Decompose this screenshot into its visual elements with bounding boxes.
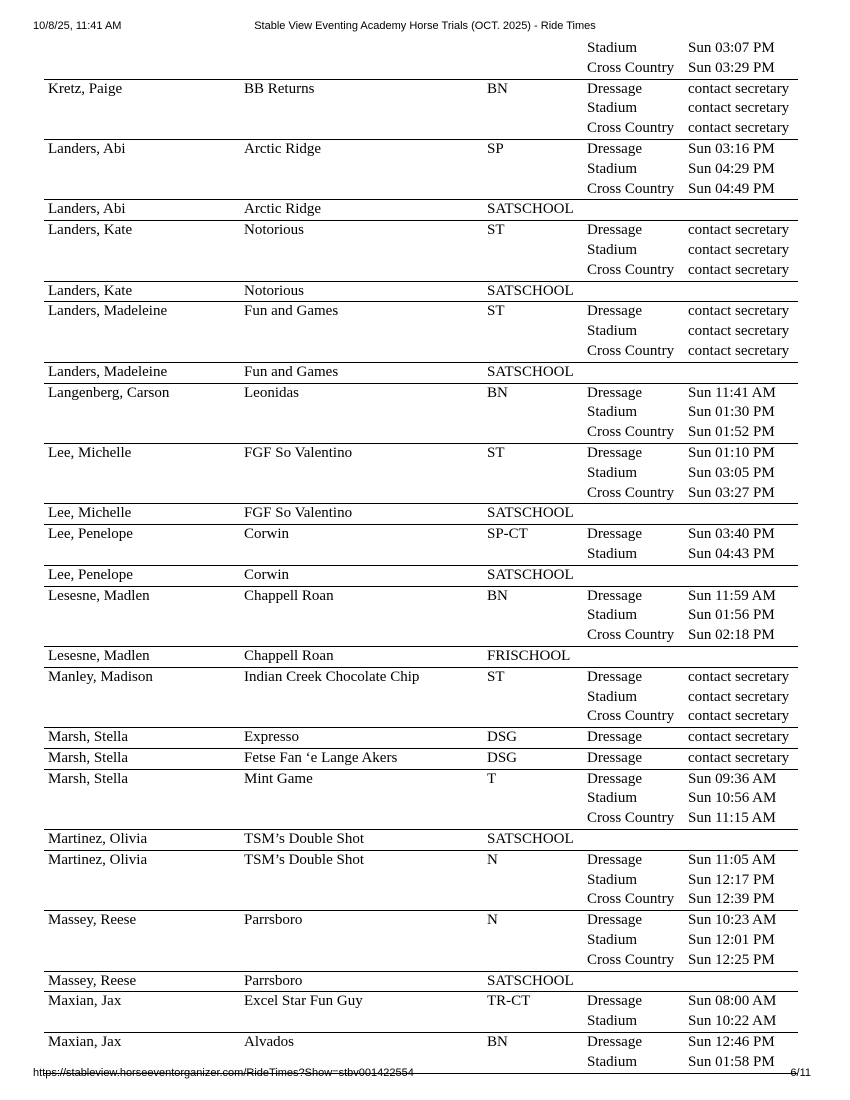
phase-name: Dressage <box>587 587 642 604</box>
phase-name: Cross Country <box>587 261 675 278</box>
ride-times-table <box>44 39 798 1074</box>
ride-time: Sun 11:41 AM <box>688 384 776 401</box>
row-line <box>44 911 798 931</box>
phase-name: Dressage <box>587 1034 642 1051</box>
row-line <box>44 830 798 850</box>
table-row <box>44 668 798 728</box>
table-row <box>44 749 798 770</box>
rider-name: Lee, Michelle <box>48 444 132 461</box>
phase-name: Stadium <box>587 1013 638 1030</box>
ride-time: contact secretary <box>688 323 790 340</box>
row-line <box>44 363 798 383</box>
ride-time: contact secretary <box>688 222 790 239</box>
ride-time: Sun 11:59 AM <box>688 587 776 604</box>
phase-name: Stadium <box>587 790 638 807</box>
division: DSG <box>487 749 518 766</box>
table-row <box>44 587 798 647</box>
ride-time: Sun 01:58 PM <box>688 1053 775 1070</box>
horse-name: Parrsboro <box>244 972 303 989</box>
row-line <box>44 403 798 423</box>
phase-name: Cross Country <box>587 342 675 359</box>
row-line <box>44 504 798 524</box>
table-row <box>44 39 798 80</box>
rider-name: Lee, Penelope <box>48 566 133 583</box>
ride-time: Sun 04:49 PM <box>688 180 775 197</box>
row-line <box>44 749 798 769</box>
ride-time: Sun 12:46 PM <box>688 1034 775 1051</box>
row-line <box>44 525 798 545</box>
phase-name: Cross Country <box>587 891 675 908</box>
phase-name: Dressage <box>587 384 642 401</box>
ride-time: Sun 11:15 AM <box>688 810 776 827</box>
row-line <box>44 221 798 241</box>
horse-name: Fun and Games <box>244 303 339 320</box>
ride-time: Sun 11:05 AM <box>688 851 776 868</box>
row-line <box>44 464 798 484</box>
page-title: Stable View Eventing Academy Horse Trials (OCT. 2025) - Ride Times <box>254 20 596 32</box>
row-line <box>44 871 798 891</box>
row-line <box>44 119 798 139</box>
phase-name: Cross Country <box>587 59 675 76</box>
ride-time: Sun 09:36 AM <box>688 770 777 787</box>
phase-name: Stadium <box>587 871 638 888</box>
rider-name: Martinez, Olivia <box>48 831 148 848</box>
phase-name: Cross Country <box>587 951 675 968</box>
table-row <box>44 728 798 749</box>
ride-time: Sun 10:56 AM <box>688 790 777 807</box>
division: BN <box>487 1034 508 1051</box>
phase-name: Dressage <box>587 993 642 1010</box>
division: SATSCHOOL <box>487 363 574 380</box>
table-row <box>44 302 798 362</box>
phase-name: Stadium <box>587 40 638 56</box>
ride-time: contact secretary <box>688 668 790 685</box>
table-row <box>44 363 798 384</box>
horse-name: Fetse Fan ‘e Lange Akers <box>244 749 398 766</box>
rider-name: Lesesne, Madlen <box>48 647 150 664</box>
division: SATSCHOOL <box>487 201 574 218</box>
ride-time: contact secretary <box>688 708 790 725</box>
division: SATSCHOOL <box>487 282 574 299</box>
division: TR-CT <box>487 993 531 1010</box>
row-line <box>44 302 798 322</box>
row-line <box>44 261 798 281</box>
table-row <box>44 851 798 911</box>
row-line <box>44 484 798 504</box>
row-line <box>44 647 798 667</box>
phase-name: Stadium <box>587 545 638 562</box>
division: SP <box>487 140 504 157</box>
rider-name: Landers, Madeleine <box>48 303 168 320</box>
phase-name: Dressage <box>587 749 642 766</box>
table-row <box>44 992 798 1033</box>
rider-name: Massey, Reese <box>48 912 137 929</box>
phase-name: Stadium <box>587 607 638 624</box>
row-line <box>44 180 798 200</box>
horse-name: Corwin <box>244 526 289 543</box>
division: SP-CT <box>487 526 528 543</box>
horse-name: Fun and Games <box>244 363 339 380</box>
horse-name: FGF So Valentino <box>244 444 353 461</box>
ride-time: Sun 12:17 PM <box>688 871 775 888</box>
phase-name: Cross Country <box>587 424 675 441</box>
row-line <box>44 992 798 1012</box>
ride-time: Sun 03:27 PM <box>688 484 775 501</box>
horse-name: Alvados <box>244 1034 294 1051</box>
ride-time: Sun 10:22 AM <box>688 1013 777 1030</box>
phase-name: Cross Country <box>587 627 675 644</box>
rider-name: Landers, Abi <box>48 201 126 218</box>
row-line <box>44 80 798 100</box>
rider-name: Lee, Penelope <box>48 526 133 543</box>
horse-name: Parrsboro <box>244 912 303 929</box>
division: BN <box>487 587 508 604</box>
ride-time: Sun 01:10 PM <box>688 444 775 461</box>
row-line <box>44 707 798 727</box>
row-line <box>44 545 798 565</box>
ride-time: contact secretary <box>688 749 790 766</box>
division: ST <box>487 444 505 461</box>
rider-name: Landers, Kate <box>48 282 133 299</box>
rider-name: Maxian, Jax <box>48 1034 122 1051</box>
row-line <box>44 384 798 404</box>
row-line <box>44 140 798 160</box>
rider-name: Langenberg, Carson <box>48 384 170 401</box>
horse-name: FGF So Valentino <box>244 505 353 522</box>
ride-time: contact secretary <box>688 100 790 117</box>
phase-name: Stadium <box>587 100 638 117</box>
phase-name: Cross Country <box>587 120 675 137</box>
rider-name: Landers, Abi <box>48 140 126 157</box>
page-url: https://stableview.horseeventorganizer.com/RideTimes?Show=stbv001422554 <box>33 1067 414 1079</box>
ride-time: Sun 04:29 PM <box>688 160 775 177</box>
division: SATSCHOOL <box>487 831 574 848</box>
phase-name: Stadium <box>587 404 638 421</box>
phase-name: Dressage <box>587 526 642 543</box>
phase-name: Cross Country <box>587 484 675 501</box>
rider-name: Lesesne, Madlen <box>48 587 150 604</box>
row-line <box>44 728 798 748</box>
ride-time: Sun 01:30 PM <box>688 404 775 421</box>
ride-time: Sun 12:01 PM <box>688 932 775 949</box>
rider-name: Landers, Kate <box>48 222 133 239</box>
row-line <box>44 626 798 646</box>
phase-name: Cross Country <box>587 180 675 197</box>
division: FRISCHOOL <box>487 647 571 664</box>
division: ST <box>487 668 505 685</box>
table-row <box>44 911 798 971</box>
ride-time: Sun 03:05 PM <box>688 464 775 481</box>
ride-time: contact secretary <box>688 303 790 320</box>
division: SATSCHOOL <box>487 505 574 522</box>
division: BN <box>487 384 508 401</box>
row-line <box>44 606 798 626</box>
row-line <box>44 1012 798 1032</box>
table-row <box>44 504 798 525</box>
row-line <box>44 342 798 362</box>
ride-time: contact secretary <box>688 80 790 97</box>
row-line <box>44 789 798 809</box>
ride-time: Sun 01:52 PM <box>688 424 775 441</box>
table-row <box>44 566 798 587</box>
phase-name: Stadium <box>587 1053 638 1070</box>
horse-name: TSM’s Double Shot <box>244 851 365 868</box>
ride-time: Sun 02:18 PM <box>688 627 775 644</box>
ride-time: Sun 04:43 PM <box>688 545 775 562</box>
row-line <box>44 931 798 951</box>
ride-time: contact secretary <box>688 729 790 746</box>
rider-name: Martinez, Olivia <box>48 851 148 868</box>
row-line <box>44 809 798 829</box>
table-row <box>44 80 798 140</box>
row-line <box>44 890 798 910</box>
phase-name: Stadium <box>587 241 638 258</box>
division: N <box>487 912 498 929</box>
horse-name: Notorious <box>244 222 304 239</box>
phase-name: Dressage <box>587 222 642 239</box>
row-line <box>44 423 798 443</box>
horse-name: Chappell Roan <box>244 587 334 604</box>
ride-time: Sun 12:25 PM <box>688 951 775 968</box>
phase-name: Dressage <box>587 444 642 461</box>
row-line <box>44 282 798 302</box>
horse-name: Arctic Ridge <box>244 201 322 218</box>
phase-name: Dressage <box>587 729 642 746</box>
table-row <box>44 200 798 221</box>
table-row <box>44 830 798 851</box>
row-line <box>44 1033 798 1053</box>
table-row <box>44 384 798 444</box>
horse-name: Leonidas <box>244 384 299 401</box>
horse-name: Chappell Roan <box>244 647 334 664</box>
ride-time: Sun 03:07 PM <box>688 40 775 56</box>
print-datetime: 10/8/25, 11:41 AM <box>33 20 122 32</box>
phase-name: Dressage <box>587 851 642 868</box>
phase-name: Stadium <box>587 932 638 949</box>
ride-time: Sun 10:23 AM <box>688 912 777 929</box>
phase-name: Cross Country <box>587 810 675 827</box>
row-line <box>44 972 798 992</box>
table-row <box>44 647 798 668</box>
phase-name: Dressage <box>587 140 642 157</box>
table-row <box>44 140 798 200</box>
row-line <box>44 39 798 59</box>
horse-name: Mint Game <box>244 770 313 787</box>
horse-name: Arctic Ridge <box>244 140 322 157</box>
rider-name: Marsh, Stella <box>48 729 128 746</box>
row-line <box>44 200 798 220</box>
page-number: 6/11 <box>790 1067 811 1079</box>
rider-name: Lee, Michelle <box>48 505 132 522</box>
rider-name: Landers, Madeleine <box>48 363 168 380</box>
table-row <box>44 444 798 504</box>
division: SATSCHOOL <box>487 972 574 989</box>
ride-time: Sun 12:39 PM <box>688 891 775 908</box>
row-line <box>44 770 798 790</box>
phase-name: Stadium <box>587 688 638 705</box>
phase-name: Dressage <box>587 303 642 320</box>
row-line <box>44 59 798 79</box>
division: SATSCHOOL <box>487 566 574 583</box>
ride-time: contact secretary <box>688 342 790 359</box>
horse-name: BB Returns <box>244 80 315 97</box>
table-row <box>44 770 798 830</box>
row-line <box>44 322 798 342</box>
row-line <box>44 668 798 688</box>
ride-time: contact secretary <box>688 688 790 705</box>
row-line <box>44 99 798 119</box>
division: N <box>487 851 498 868</box>
horse-name: Indian Creek Chocolate Chip <box>244 668 420 685</box>
ride-time: Sun 08:00 AM <box>688 993 777 1010</box>
division: DSG <box>487 729 518 746</box>
rider-name: Marsh, Stella <box>48 749 128 766</box>
row-line <box>44 241 798 261</box>
phase-name: Stadium <box>587 160 638 177</box>
horse-name: TSM’s Double Shot <box>244 831 365 848</box>
division: ST <box>487 303 505 320</box>
table-row <box>44 525 798 566</box>
ride-time: Sun 01:56 PM <box>688 607 775 624</box>
phase-name: Dressage <box>587 770 642 787</box>
rider-name: Maxian, Jax <box>48 993 122 1010</box>
phase-name: Dressage <box>587 912 642 929</box>
rider-name: Massey, Reese <box>48 972 137 989</box>
ride-time: Sun 03:29 PM <box>688 59 775 76</box>
phase-name: Stadium <box>587 323 638 340</box>
table-row <box>44 282 798 303</box>
row-line <box>44 851 798 871</box>
row-line <box>44 688 798 708</box>
row-line <box>44 566 798 586</box>
phase-name: Stadium <box>587 464 638 481</box>
ride-time: contact secretary <box>688 120 790 137</box>
horse-name: Excel Star Fun Guy <box>244 993 363 1010</box>
division: T <box>487 770 497 787</box>
horse-name: Expresso <box>244 729 299 746</box>
ride-time: contact secretary <box>688 261 790 278</box>
rider-name: Marsh, Stella <box>48 770 128 787</box>
horse-name: Notorious <box>244 282 304 299</box>
table-row <box>44 972 798 993</box>
rider-name: Kretz, Paige <box>48 80 123 97</box>
row-line <box>44 160 798 180</box>
horse-name: Corwin <box>244 566 289 583</box>
phase-name: Dressage <box>587 80 642 97</box>
table-row <box>44 221 798 281</box>
division: BN <box>487 80 508 97</box>
phase-name: Cross Country <box>587 708 675 725</box>
ride-time: Sun 03:16 PM <box>688 140 775 157</box>
phase-name: Dressage <box>587 668 642 685</box>
row-line <box>44 444 798 464</box>
ride-time: Sun 03:40 PM <box>688 526 775 543</box>
row-line <box>44 951 798 971</box>
row-line <box>44 587 798 607</box>
ride-time: contact secretary <box>688 241 790 258</box>
rider-name: Manley, Madison <box>48 668 153 685</box>
division: ST <box>487 222 505 239</box>
